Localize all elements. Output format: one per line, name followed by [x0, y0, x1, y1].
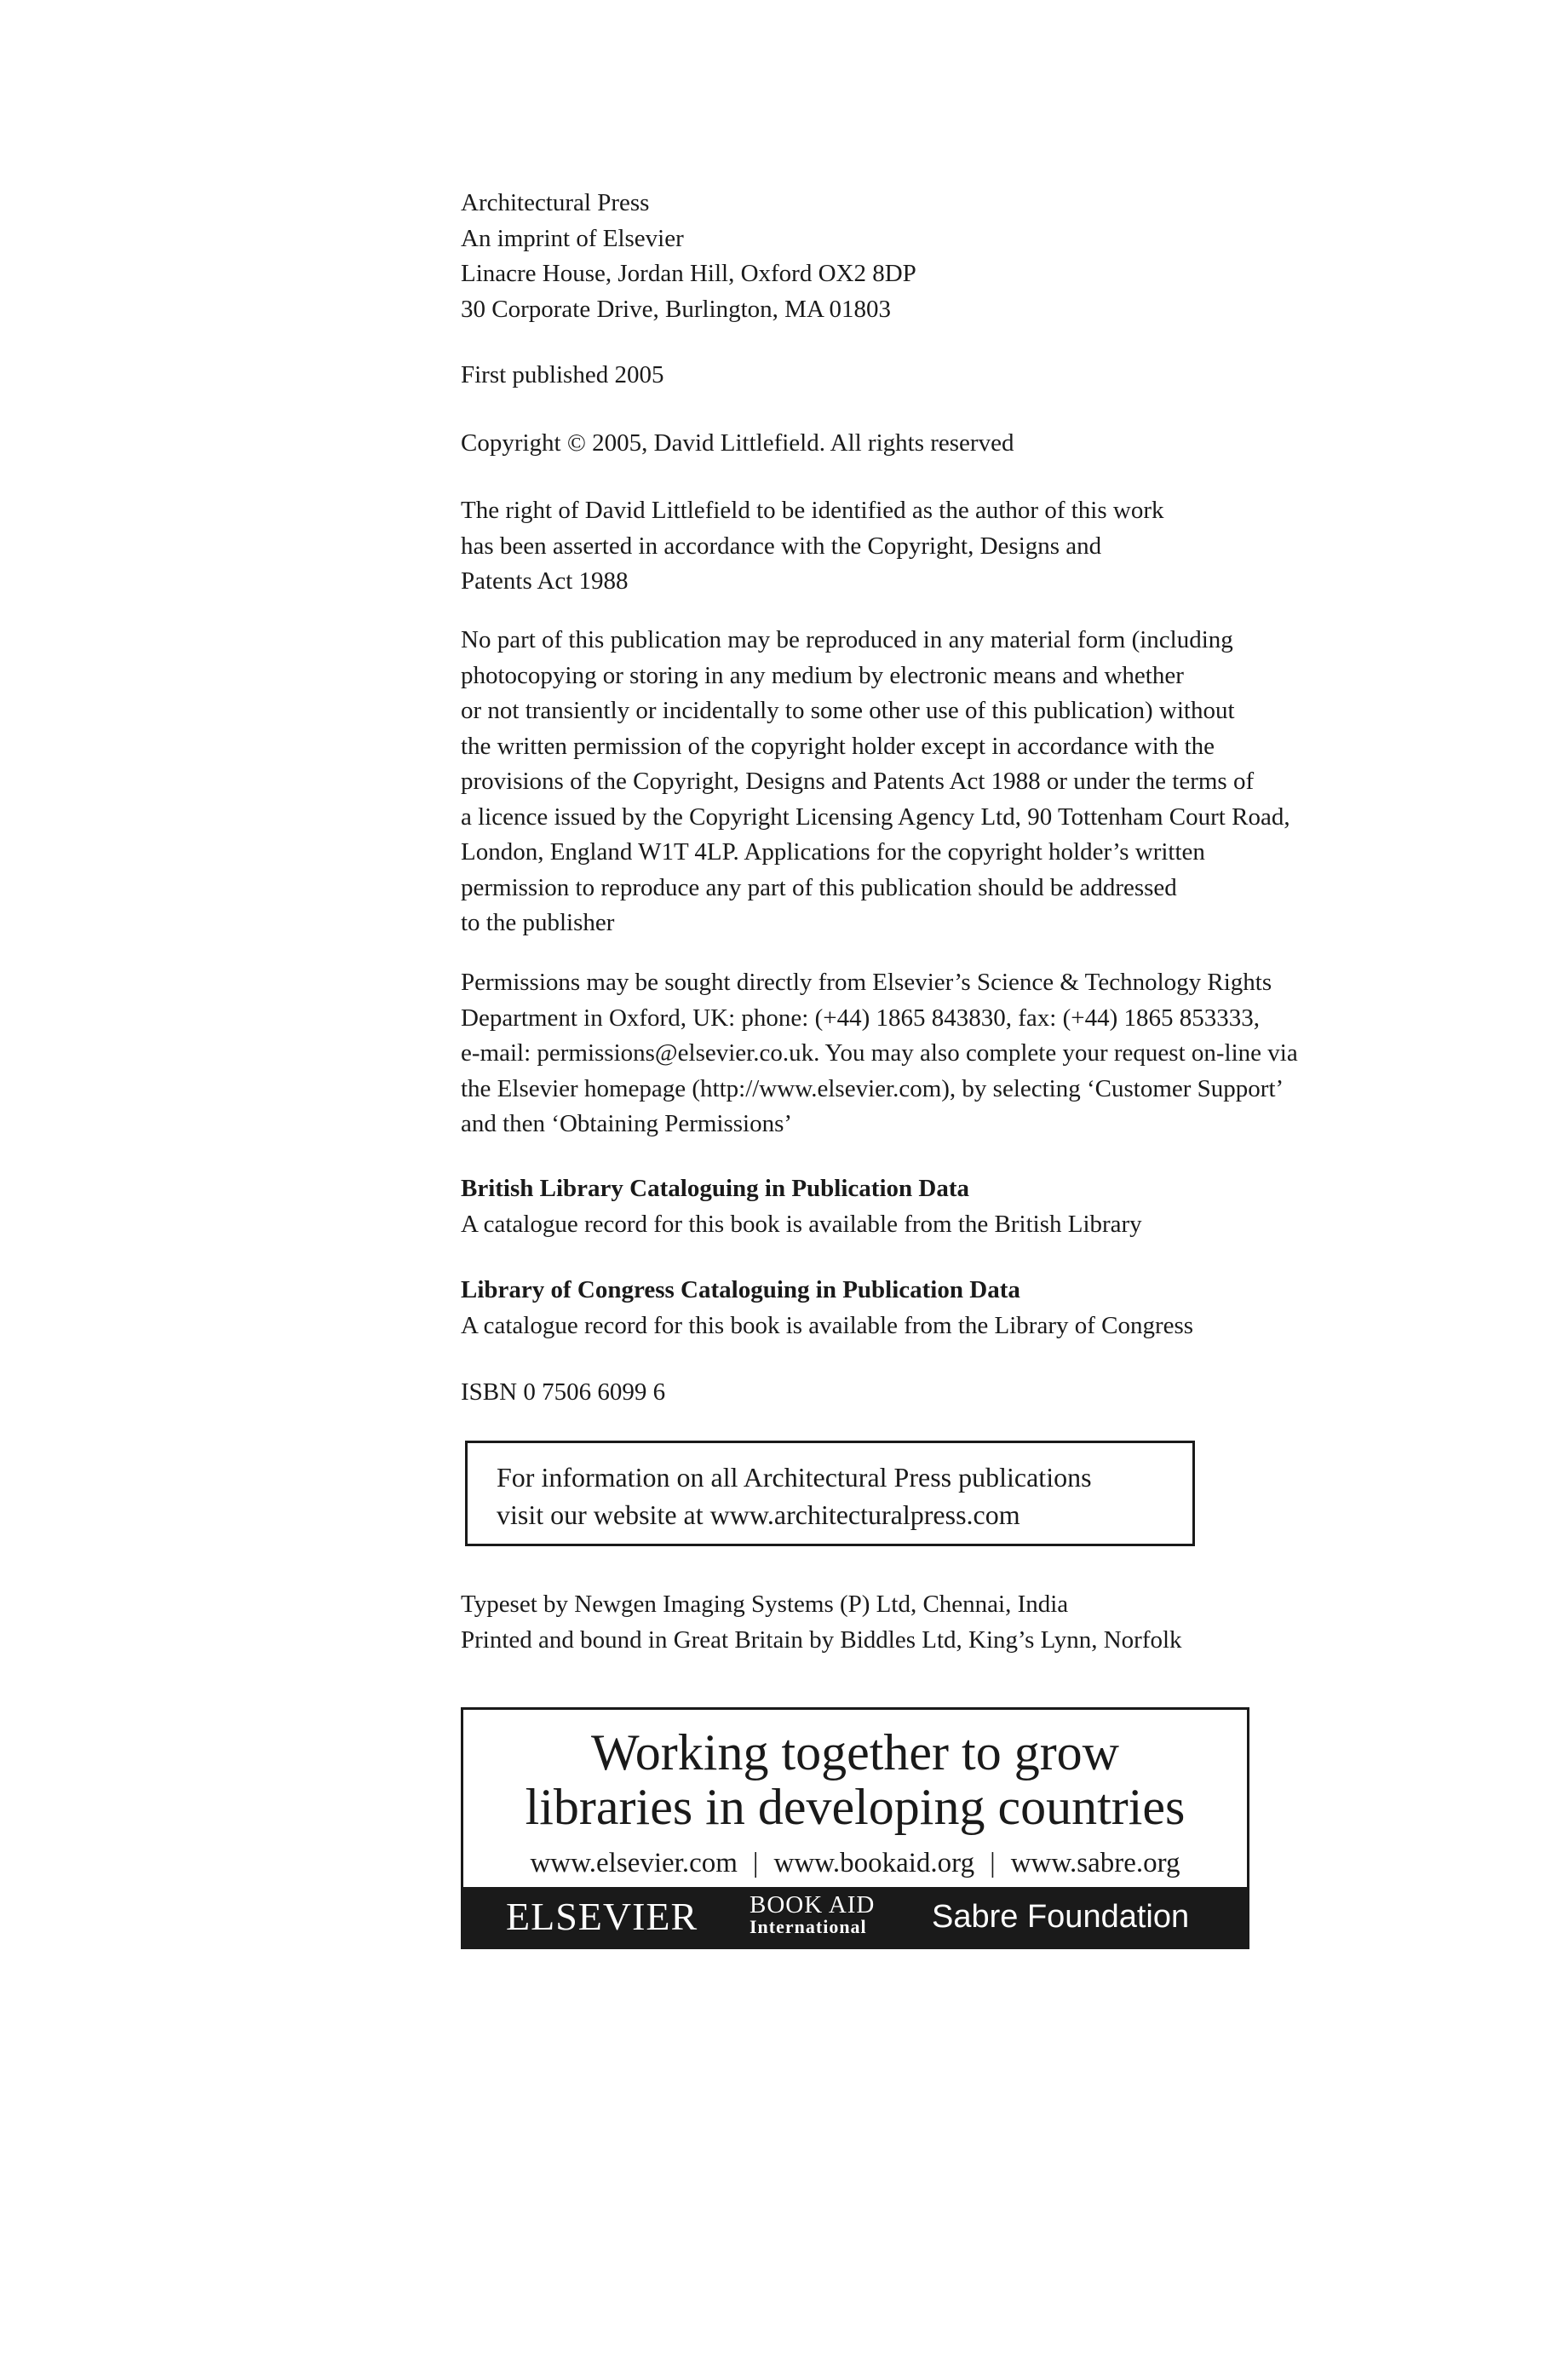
- paragraph-line: No part of this publication may be reproduced in any material form (including: [461, 626, 1233, 653]
- info-box-line: visit our website at www.architecturalpress.com: [497, 1499, 1020, 1530]
- book-aid-logo-bottom: International: [750, 1916, 867, 1937]
- paragraph-line: has been asserted in accordance with the Copyright, Designs and: [461, 532, 1102, 560]
- library-of-congress-data: [461, 1273, 1415, 1343]
- paragraph-line: to the publisher: [461, 909, 615, 936]
- banner-links: [463, 1846, 1247, 1880]
- reproduction-notice: [461, 623, 1415, 941]
- paragraph-line: London, England W1T 4LP. Applications for the copyright holder’s written: [461, 838, 1205, 866]
- paragraph-line: permission to reproduce any part of this publication should be addressed: [461, 873, 1177, 901]
- permissions-paragraph: [461, 965, 1415, 1142]
- paragraph-line: the Elsevier homepage (http://www.elsevier.com), by selecting ‘Customer Support’: [461, 1074, 1284, 1102]
- british-library-text: A catalogue record for this book is available from the British Library: [461, 1210, 1142, 1238]
- publisher-line: Architectural Press: [461, 189, 650, 216]
- paragraph-line: Patents Act 1988: [461, 567, 629, 595]
- isbn: [461, 1375, 1415, 1411]
- library-of-congress-text: A catalogue record for this book is available from the Library of Congress: [461, 1311, 1194, 1339]
- paragraph-line: e-mail: permissions@elsevier.co.uk. You may also complete your request on-line via: [461, 1039, 1298, 1067]
- paragraph-line: provisions of the Copyright, Designs and Patents Act 1988 or under the terms of: [461, 768, 1255, 795]
- publisher-line: An imprint of Elsevier: [461, 224, 684, 252]
- paragraph-line: Department in Oxford, UK: phone: (+44) 1865 843830, fax: (+44) 1865 853333,: [461, 1004, 1260, 1032]
- banner-title-line: Working together to grow: [590, 1724, 1120, 1781]
- paragraph-line: the written permission of the copyright holder except in accordance with the: [461, 732, 1215, 760]
- typeset-line: Typeset by Newgen Imaging Systems (P) Ltd, Chennai, India: [461, 1591, 1069, 1618]
- link-separator: |: [752, 1848, 759, 1878]
- paragraph-line: and then ‘Obtaining Permissions’: [461, 1110, 793, 1137]
- library-of-congress-heading: Library of Congress Cataloguing in Publication Data: [461, 1276, 1020, 1303]
- paragraph-line: photocopying or storing in any medium by electronic means and whether: [461, 661, 1184, 689]
- sabre-foundation-logo: Sabre Foundation: [932, 1899, 1190, 1935]
- printed-line: Printed and bound in Great Britain by Biddles Ltd, King’s Lynn, Norfolk: [461, 1625, 1182, 1654]
- banner-title-line: libraries in developing countries: [525, 1779, 1186, 1835]
- publisher-address: [461, 186, 1415, 327]
- first-published: [461, 358, 1415, 394]
- website-info-box: [465, 1441, 1195, 1546]
- book-aid-banner: [461, 1707, 1249, 1949]
- copyright-notice: [461, 426, 1415, 462]
- book-aid-logo: [750, 1892, 875, 1936]
- copyright-text: Copyright © 2005, David Littlefield. All rights reserved: [461, 429, 1014, 457]
- moral-right-paragraph: [461, 493, 1415, 600]
- paragraph-line: The right of David Littlefield to be identified as the author of this work: [461, 497, 1164, 524]
- book-aid-logo-top: BOOK AID: [750, 1891, 876, 1919]
- sabre-link[interactable]: www.sabre.org: [1010, 1848, 1180, 1878]
- isbn-text: ISBN 0 7506 6099 6: [461, 1378, 666, 1406]
- british-library-data: [461, 1171, 1415, 1242]
- first-published-text: First published 2005: [461, 361, 664, 388]
- info-box-line: For information on all Architectural Press publications: [497, 1462, 1092, 1493]
- publisher-line: Linacre House, Jordan Hill, Oxford OX2 8DP: [461, 260, 916, 287]
- elsevier-logo: ELSEVIER: [506, 1895, 698, 1938]
- bookaid-link[interactable]: www.bookaid.org: [773, 1848, 975, 1878]
- paragraph-line: or not transiently or incidentally to some other use of this publication) without: [461, 697, 1235, 724]
- link-separator: |: [990, 1848, 996, 1878]
- elsevier-link[interactable]: www.elsevier.com: [530, 1848, 738, 1878]
- typeset-printed-info: [461, 1587, 1415, 1658]
- sponsor-logo-band: [463, 1887, 1247, 1947]
- british-library-heading: British Library Cataloguing in Publication Data: [461, 1175, 969, 1202]
- publisher-line: 30 Corporate Drive, Burlington, MA 01803: [461, 295, 892, 323]
- paragraph-line: a licence issued by the Copyright Licensing Agency Ltd, 90 Tottenham Court Road,: [461, 803, 1290, 831]
- paragraph-line: Permissions may be sought directly from Elsevier’s Science & Technology Rights: [461, 969, 1272, 996]
